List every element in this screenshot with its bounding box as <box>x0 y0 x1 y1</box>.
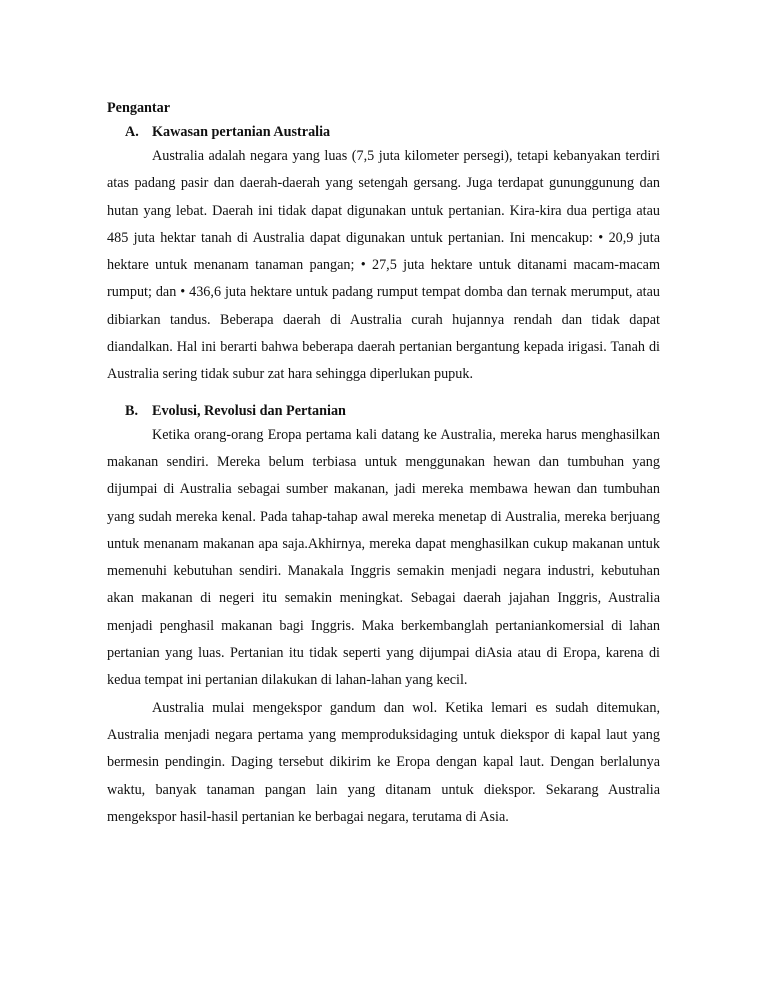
paragraph: Ketika orang-orang Eropa pertama kali datang ke Australia, mereka harus menghasilkan makanan sendiri. Mereka belum terbiasa untuk menggunakan hewan dan tumbuhan yang dijumpai di Australia sebagai sumber makanan, jadi mereka membawa hewan dan tumbuhan yang sudah mereka kenal. Pada tahap-tahap awal mereka menetap di Australia, mereka berjuang untuk menanam makanan apa saja.Akhirnya, mereka dapat menghasilkan cukup makanan untuk memenuhi kebutuhan sendiri. Manakala Inggris semakin menjadi negara industri, kebutuhan akan makanan di negeri itu semakin meningkat. Sebagai daerah jajahan Inggris, Australia menjadi penghasil makanan bagi Inggris. Maka berkembanglah pertaniankomersial di lahan pertanian yang luas. Pertanian itu tidak seperti yang dijumpai diAsia atau di Eropa, karena di kedua tempat ini pertanian dilakukan di lahan-lahan yang kecil. <box>107 426 660 689</box>
section-b-letter: B. <box>125 402 139 419</box>
section-b-heading <box>107 401 660 421</box>
section-a-letter: A. <box>125 124 139 140</box>
paragraph: Australia adalah negara yang luas (7,5 juta kilometer persegi), tetapi kebanyakan terdiri atas padang pasir dan daerah-daerah yang setengah gersang. Juga terdapat gununggunung dan hutan yang lebat. Daerah ini tidak dapat digunakan untuk pertanian. Kira-kira dua pertiga atau 485 juta hektar tanah di Australia dapat digunakan untuk pertanian. Ini mencakup: • 20,9 juta hektare untuk menanam tanaman pangan; • 27,5 juta hektare untuk ditanami macam-macam rumput; dan • 436,6 juta hektare untuk padang rumput tempat domba dan ternak merumput, atau dibiarkan tandus. Beberapa daerah di Australia curah hujannya rendah dan tidak dapat diandalkan. Hal ini berarti bahwa beberapa daerah pertanian bergantung kepada irigasi. Tanah di Australia sering tidak subur zat hara sehingga diperlukan pupuk. <box>107 148 660 383</box>
section-b-title: Evolusi, Revolusi dan Pertanian <box>152 402 346 419</box>
document-page <box>107 98 660 831</box>
page-title: Pengantar <box>107 100 171 116</box>
section-a-title: Kawasan pertanian Australia <box>152 124 331 140</box>
paragraph: Australia mulai mengekspor gandum dan wol. Ketika lemari es sudah ditemukan, Australia menjadi negara pertama yang memproduksidaging untuk diekspor di kapal laut yang bermesin pendingin. Daging tersebut dikirim ke Eropa dengan kapal laut. Dengan berlalunya waktu, banyak tanaman pangan lain yang ditanam untuk diekspor. Sekarang Australia mengekspor hasil-hasil pertanian ke berbagai negara, terutama di Asia. <box>107 699 660 825</box>
section-a-heading <box>107 122 660 142</box>
section-a <box>107 122 660 389</box>
section-b <box>107 401 660 831</box>
